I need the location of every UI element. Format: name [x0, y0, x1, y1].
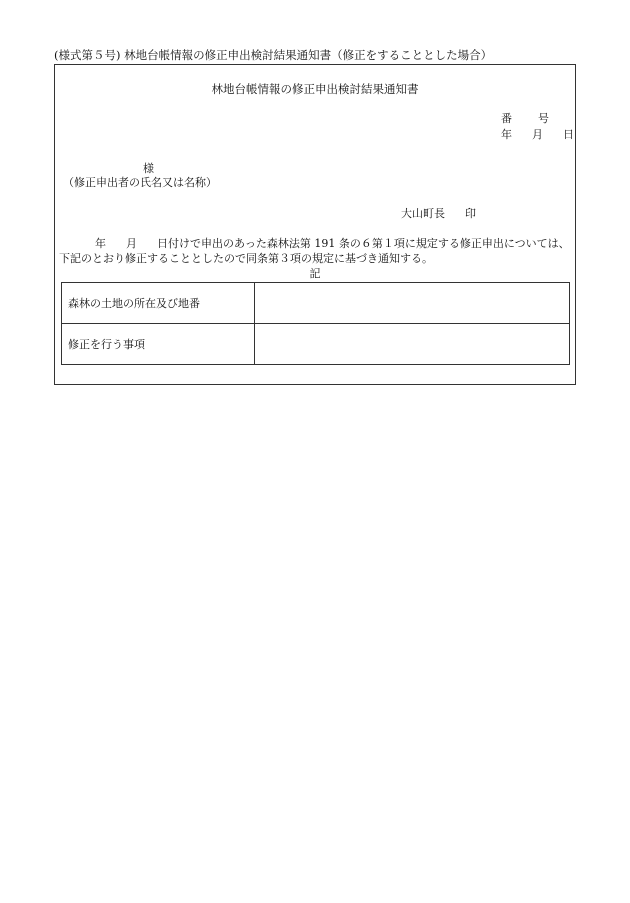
body-month: 月	[126, 237, 137, 250]
detail-table	[61, 282, 570, 365]
date-day: 日	[563, 128, 574, 141]
row-value-land-location	[255, 283, 570, 324]
notice-body	[59, 236, 573, 266]
document-number-line	[501, 112, 549, 125]
row-label-land-location: 森林の土地の所在及び地番	[62, 283, 255, 324]
sender-line	[401, 207, 476, 220]
date-year: 年	[501, 128, 512, 141]
date-month: 月	[532, 128, 543, 141]
number-label: 番	[501, 112, 512, 125]
document-title: 林地台帳情報の修正申出検討結果通知書	[211, 82, 419, 96]
sender-name: 大山町長	[401, 207, 445, 220]
row-value-correction-items	[255, 324, 570, 365]
seal-mark: 印	[465, 207, 476, 220]
table-row	[62, 324, 570, 365]
recipient-honorific: 様	[143, 162, 154, 175]
table-row	[62, 283, 570, 324]
ki-heading: 記	[309, 267, 321, 280]
form-caption: (様式第５号) 林地台帳情報の修正申出検討結果通知書（修正をすることとした場合）	[54, 48, 493, 62]
recipient-note: （修正申出者の氏名又は名称）	[63, 176, 217, 189]
number-suffix: 号	[538, 112, 549, 125]
document-date-line	[501, 128, 574, 141]
document-frame	[54, 64, 576, 385]
body-year: 年	[95, 237, 106, 250]
body-text: 日付けで申出のあった森林法第 191 条の６第１項に規定する修正申出については、下記のとおり修正することとしたので同条第３項の規定に基づき通知する。	[59, 237, 570, 265]
row-label-correction-items: 修正を行う事項	[62, 324, 255, 365]
